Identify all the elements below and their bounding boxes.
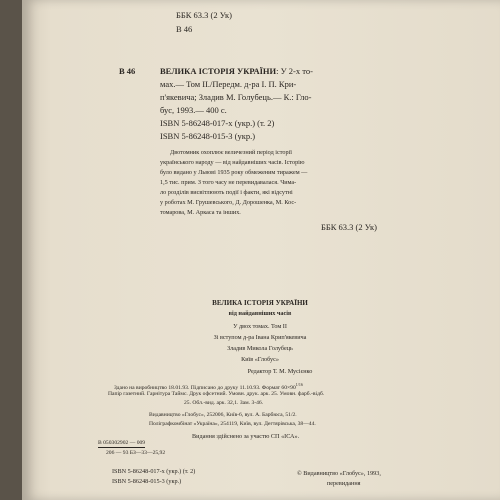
entry-isbn-1: ISBN 5-86248-017-х (укр.) (т. 2) [160, 118, 275, 128]
publisher-line-0: Видавництво «Глобус», 252006, Київ-6, вул. А. Барбюса, 51/2. [149, 412, 297, 418]
imprint-editor: Редактор Т. М. Мусієнко [247, 368, 313, 375]
code-line-0: В 050302902 — 009 [98, 440, 146, 446]
imprint-isbn-2: ISBN 5-86248-015-3 (укр.) [112, 478, 182, 485]
participation-note: Видання здійснено за участю СП «ІСА». [192, 433, 300, 440]
entry-line-0: : У 2-х то- [276, 66, 313, 76]
imprint-title: ВЕЛИКА ІСТОРІЯ УКРАЇНИ [212, 299, 308, 307]
annotation-line-2: було видано у Львові 1935 року обмеженим тиражем — [160, 169, 308, 176]
entry-title-line [160, 67, 313, 76]
annotation-line-5: у роботах М. Грушевського, Д. Дорошенка, М. Кос- [160, 199, 297, 206]
book-page [22, 0, 500, 500]
imprint-compiler: Зладив Микола Голубець [227, 345, 293, 352]
imprint-intro: Зі вступом д-ра Івана Крип'якевича [213, 334, 307, 341]
entry-line-2: п'якевича; Зладив М. Голубець.— К.: Гло- [160, 92, 312, 102]
index-header: В 46 [176, 24, 193, 34]
annotation-line-4: ло розділів висвітлюють події і факти, які відсутні [160, 189, 293, 196]
publisher-line-1: Поліграфкомбінат «Україна», 254119, Київ, вул. Дегтярівська, 38—44. [149, 421, 316, 427]
entry-line-3: бус, 1993.— 400 с. [160, 105, 227, 115]
imprint-subtitle: від найдавніших часів [228, 310, 292, 317]
annotation-line-0: Двотомник охоплює величезний період історії [170, 149, 292, 156]
annotation-line-6: томарова, М. Аркаса та інших. [160, 209, 241, 216]
entry-isbn-2: ISBN 5-86248-015-3 (укр.) [160, 131, 256, 141]
copyright-line: © Видавництво «Глобус», 1993, [297, 470, 381, 477]
annotation-line-3: 1,5 тис. прим. З того часу не перевидавалася. Чима- [160, 179, 297, 186]
bbk-header: ББК 63.3 (2 Ук) [176, 10, 232, 20]
bbk-right: ББК 63.3 (2 Ук) [321, 222, 377, 232]
format-fraction: 1/16 [295, 382, 303, 387]
imprint-volumes: У двох томах. Том ІІ [233, 323, 287, 330]
production-line-0-text: Здано на виробництво 18.01.93. Підписано до друку 11.10.93. Формат 60×90 [114, 384, 296, 391]
production-line-1: Папір газетний. Гарнітура Таймс. Друк офсетний. Умовн. друк. арк. 25. Умовн. фарб.-відб. [108, 391, 325, 397]
production-line-2: 25. Обл.-вид. арк. 32,1. Зам. 3-46. [184, 400, 264, 406]
annotation-line-1: українського народу — від найдавніших часів. Історію [160, 159, 305, 166]
entry-line-1: мах.— Том ІІ./Передм. д-ра І. П. Кри- [160, 79, 297, 89]
imprint-kyiv: Київ «Глобус» [241, 356, 279, 363]
entry-code: В 46 [119, 66, 136, 76]
entry-title: ВЕЛИКА ІСТОРІЯ УКРАЇНИ [160, 66, 277, 76]
code-line-1: 206 — 93 БЗ—33—25,92 [106, 450, 166, 456]
copyright-line-2: перевидання [327, 480, 361, 487]
imprint-isbn-1: ISBN 5-86248-017-х (укр.) (т. 2) [112, 468, 196, 475]
